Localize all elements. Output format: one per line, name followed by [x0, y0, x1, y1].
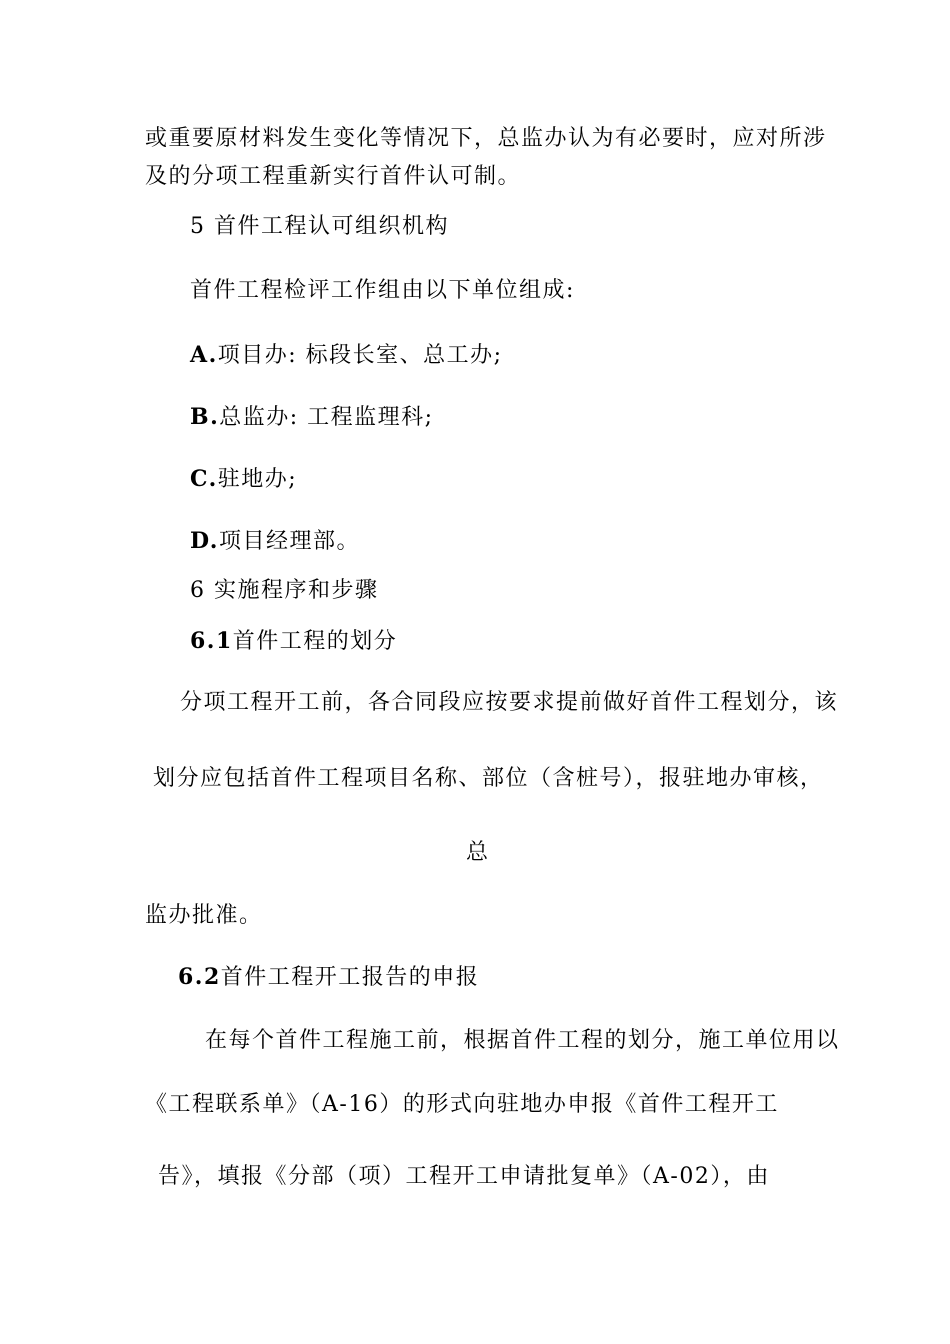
list-item: [190, 403, 434, 432]
list-item-marker: C.: [190, 466, 218, 492]
list-item-text: 驻地办;: [217, 467, 298, 492]
list-item: [190, 341, 503, 370]
list-item-marker: B.: [190, 404, 220, 430]
list-item: [190, 465, 297, 494]
text-line: 监办批准。: [145, 903, 263, 928]
subsection-heading: [178, 963, 479, 992]
subsection-heading: [190, 627, 397, 656]
text-line: 告》，填报《分部（项）工程开工申请批复单》（A-02），由: [158, 1164, 770, 1189]
text-line: 划分应包括首件工程项目名称、部位（含桩号），报驻地办审核，: [153, 766, 824, 791]
section-heading: 5 首件工程认可组织机构: [190, 214, 449, 239]
list-item-text: 项目办: 标段长室、总工办;: [217, 343, 503, 368]
section-heading: 6 实施程序和步骤: [190, 578, 379, 603]
list-item-text: 项目经理部。: [218, 529, 360, 554]
list-item-marker: A.: [190, 342, 218, 368]
text-line: 总: [466, 840, 490, 865]
text-line: 在每个首件工程施工前，根据首件工程的划分，施工单位用以: [205, 1028, 840, 1053]
text-line: 及的分项工程重新实行首件认可制。: [145, 164, 522, 189]
subsection-title: 首件工程开工报告的申报: [220, 965, 480, 990]
subsection-number: 6.1: [190, 628, 233, 654]
text-line: 首件工程检评工作组由以下单位组成:: [190, 278, 575, 303]
list-item: [190, 527, 360, 556]
list-item-text: 总监办: 工程监理科;: [219, 405, 434, 430]
subsection-title: 首件工程的划分: [232, 629, 398, 654]
subsection-number: 6.2: [178, 964, 221, 990]
list-item-marker: D.: [190, 528, 219, 554]
text-line: 或重要原材料发生变化等情况下，总监办认为有必要时，应对所涉: [145, 126, 827, 151]
text-line: 《工程联系单》（A-16）的形式向驻地办申报《首件工程开工: [145, 1092, 779, 1117]
text-line: 分项工程开工前，各合同段应按要求提前做好首件工程划分，该: [180, 690, 839, 715]
